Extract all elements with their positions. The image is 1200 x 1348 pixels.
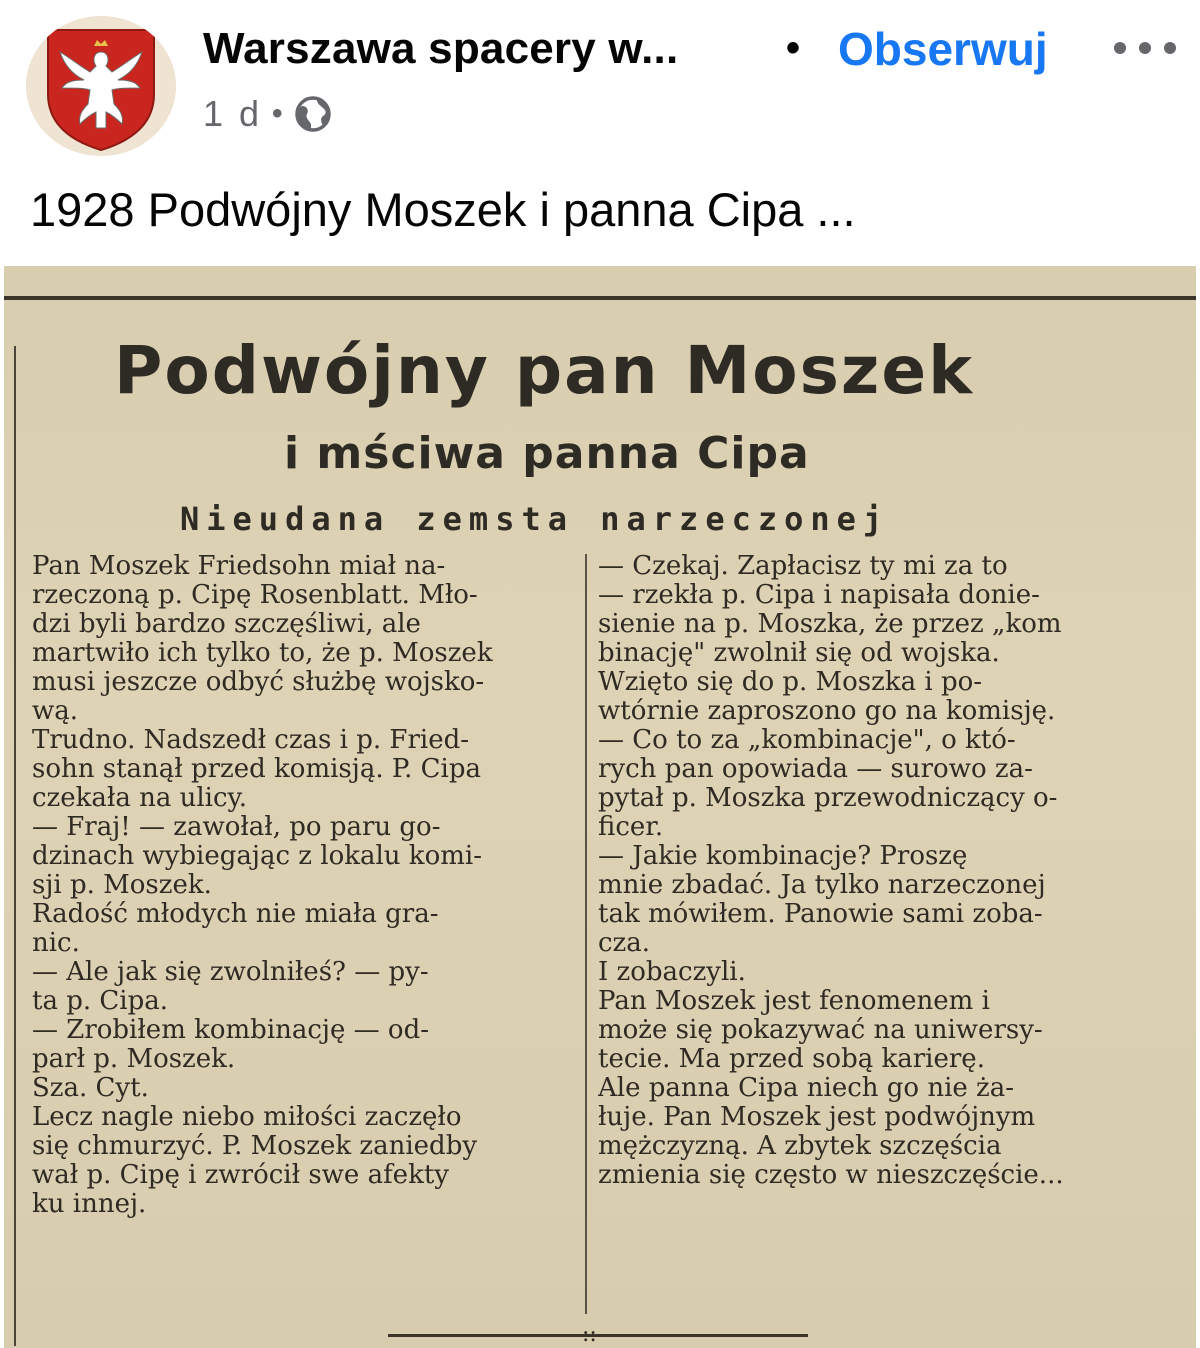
- article-line: sohn stanął przed komisją. P. Cipa: [32, 755, 481, 784]
- coat-of-arms-icon: [26, 16, 176, 156]
- column-divider: [585, 554, 587, 1314]
- article-line: — Zrobiłem kombinację — od-: [32, 1016, 429, 1045]
- article-line: ficer.: [598, 813, 664, 842]
- article-line: się chmurzyć. P. Moszek zaniedby: [32, 1132, 478, 1161]
- article-line: binację" zwolnił się od wojska.: [598, 639, 1000, 668]
- clipping-subhead: i mściwa panna Cipa: [284, 428, 810, 479]
- post-text: 1928 Podwójny Moszek i panna Cipa ...: [30, 183, 856, 236]
- end-mark: ::: [582, 1322, 597, 1347]
- article-line: dzinach wybiegając z lokalu komi-: [32, 842, 482, 871]
- article-line: I zobaczyli.: [598, 958, 746, 987]
- header-separator: •: [786, 26, 801, 70]
- article-line: mnie zbadać. Ja tylko narzeczonej: [598, 871, 1046, 900]
- meta-separator: •: [272, 97, 283, 130]
- article-line: ku innej.: [32, 1190, 147, 1219]
- article-line: pytał p. Moszka przewodniczący o-: [598, 784, 1058, 813]
- article-line: zmienia się często w nieszczęście...: [598, 1161, 1064, 1190]
- top-rule: [4, 296, 1196, 300]
- article-line: wtórnie zaproszono go na komisję.: [598, 697, 1056, 726]
- article-line: Sza. Cyt.: [32, 1074, 149, 1103]
- article-line: Pan Moszek jest fenomenem i: [598, 987, 990, 1016]
- article-line: — Co to za „kombinacje", o któ-: [598, 726, 1016, 755]
- newspaper-clipping-image[interactable]: [4, 266, 1196, 1348]
- article-line: rych pan opowiada — surowo za-: [598, 755, 1033, 784]
- article-line: Trudno. Nadszedł czas i p. Fried-: [32, 726, 470, 755]
- clipping-kicker: Nieudana zemsta narzeczonej: [180, 500, 890, 538]
- page-name[interactable]: Warszawa spacery w...: [203, 24, 679, 73]
- article-line: mężczyzną. A zbytek szczęścia: [598, 1132, 1002, 1161]
- article-line: Wzięto się do p. Moszka i po-: [598, 668, 983, 697]
- more-options-icon[interactable]: [1112, 28, 1178, 68]
- article-line: — Jakie kombinacje? Proszę: [598, 842, 968, 871]
- article-line: czekała na ulicy.: [32, 784, 248, 813]
- article-line: ta p. Cipa.: [32, 987, 169, 1016]
- article-line: tecie. Ma przed sobą karierę.: [598, 1045, 985, 1074]
- article-line: — rzekła p. Cipa i napisała donie-: [598, 581, 1040, 610]
- article-line: rzeczoną p. Cipę Rosenblatt. Mło-: [32, 581, 478, 610]
- article-line: Lecz nagle niebo miłości zaczęło: [32, 1103, 462, 1132]
- article-line: parł p. Moszek.: [32, 1045, 236, 1074]
- article-line: nic.: [32, 929, 80, 958]
- post-meta: [203, 92, 333, 136]
- post-header: [0, 0, 1200, 170]
- page-avatar[interactable]: [26, 16, 176, 156]
- article-line: sienie na p. Moszka, że przez „kom: [598, 610, 1062, 639]
- follow-button[interactable]: Obserwuj: [838, 23, 1048, 75]
- article-line: Pan Moszek Friedsohn miał na-: [32, 552, 446, 581]
- article-line: — Fraj! — zawołał, po paru go-: [32, 813, 441, 842]
- article-column-left: [32, 552, 580, 1219]
- article-line: cza.: [598, 929, 651, 958]
- article-column-right: [598, 552, 1150, 1190]
- post-timestamp[interactable]: 1 d: [203, 93, 263, 134]
- clipping-headline: Podwójny pan Moszek: [114, 332, 975, 409]
- article-line: musi jeszcze odbyć służbę wojsko-: [32, 668, 485, 697]
- globe-icon[interactable]: [293, 94, 333, 134]
- article-line: — Czekaj. Zapłacisz ty mi za to: [598, 552, 1008, 581]
- article-line: Radość młodych nie miała gra-: [32, 900, 439, 929]
- article-line: łuje. Pan Moszek jest podwójnym: [598, 1103, 1036, 1132]
- article-line: wał p. Cipę i zwrócił swe afekty: [32, 1161, 449, 1190]
- article-line: dzi byli bardzo szczęśliwi, ale: [32, 610, 421, 639]
- article-line: może się pokazywać na uniwersy-: [598, 1016, 1043, 1045]
- left-border: [14, 346, 16, 1346]
- article-line: — Ale jak się zwolniłeś? — py-: [32, 958, 429, 987]
- article-line: tak mówiłem. Panowie sami zoba-: [598, 900, 1043, 929]
- article-line: sji p. Moszek.: [32, 871, 212, 900]
- article-line: Ale panna Cipa niech go nie ża-: [598, 1074, 1015, 1103]
- end-rule: [388, 1334, 808, 1337]
- article-line: martwiło ich tylko to, że p. Moszek: [32, 639, 493, 668]
- article-line: wą.: [32, 697, 79, 726]
